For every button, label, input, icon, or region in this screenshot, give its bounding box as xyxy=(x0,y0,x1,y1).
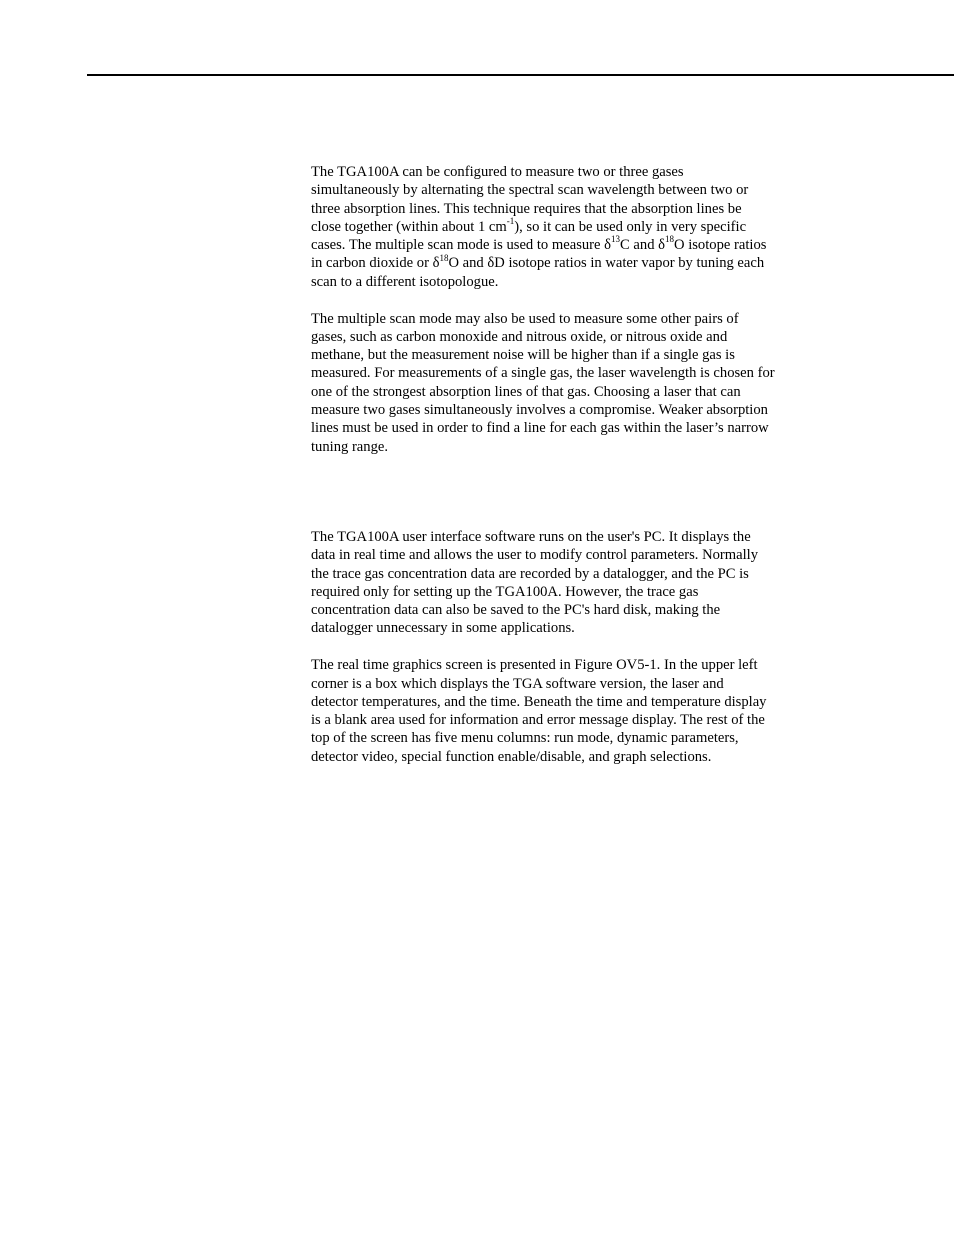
text-line xyxy=(311,218,811,236)
text-line: corner is a box which displays the TGA software version, the laser and xyxy=(311,675,724,692)
text-line: is a blank area used for information and error message display. The rest of the xyxy=(311,712,765,729)
text-line: detector temperatures, and the time. Beneath the time and temperature display xyxy=(311,693,767,710)
text-run: C and δ xyxy=(620,237,666,254)
text-line: The TGA100A can be configured to measure two or three gases xyxy=(311,164,684,180)
text-line: three absorption lines. This technique requires that the absorption lines be xyxy=(311,200,742,217)
body-text xyxy=(311,163,811,766)
text-line: measured. For measurements of a single gas, the laser wavelength is chosen for xyxy=(311,365,775,382)
text-line: data in real time and allows the user to modify control parameters. Normally xyxy=(311,547,758,564)
text-line: required only for setting up the TGA100A. However, the trace gas xyxy=(311,583,699,600)
text-run: O and δD isotope ratios in water vapor by tuning each xyxy=(448,255,765,272)
text-run: O isotope ratios xyxy=(674,237,767,254)
paragraph-graphics-screen xyxy=(311,656,811,766)
text-run: in carbon dioxide or δ xyxy=(311,255,440,272)
paragraph-multiple-gases xyxy=(311,163,811,291)
text-line: The multiple scan mode may also be used to measure some other pairs of xyxy=(311,310,739,327)
text-line: detector video, special function enable/disable, and graph selections. xyxy=(311,748,712,765)
text-run: close together (within about 1 cm xyxy=(311,218,507,235)
text-line: measure two gases simultaneously involves a compromise. Weaker absorption xyxy=(311,402,768,419)
text-run: ), so it can be used only in very specific xyxy=(514,218,747,235)
text-line: The real time graphics screen is presented in Figure OV5-1. In the upper left xyxy=(311,657,758,674)
text-line: one of the strongest absorption lines of that gas. Choosing a laser that can xyxy=(311,383,741,400)
superscript: 18 xyxy=(665,234,675,245)
superscript: 18 xyxy=(439,252,449,263)
text-line: the trace gas concentration data are recorded by a datalogger, and the PC is xyxy=(311,565,749,582)
superscript: 13 xyxy=(611,234,621,245)
text-line: gases, such as carbon monoxide and nitrous oxide, or nitrous oxide and xyxy=(311,328,728,345)
paragraph-other-gas-pairs xyxy=(311,310,811,456)
text-line xyxy=(311,236,811,254)
paragraph-user-interface xyxy=(311,528,811,638)
header-rule xyxy=(87,74,954,76)
text-line: methane, but the measurement noise will be higher than if a single gas is xyxy=(311,347,735,364)
text-line xyxy=(311,254,811,272)
text-line: datalogger unnecessary in some applications. xyxy=(311,620,575,637)
text-line: scan to a different isotopologue. xyxy=(311,273,499,290)
text-line: lines must be used in order to find a line for each gas within the laser’s narrow xyxy=(311,420,769,437)
text-line: top of the screen has five menu columns: run mode, dynamic parameters, xyxy=(311,730,739,747)
text-run: cases. The multiple scan mode is used to measure δ xyxy=(311,237,612,254)
text-line: tuning range. xyxy=(311,438,389,455)
text-line: concentration data can also be saved to the PC's hard disk, making the xyxy=(311,602,721,619)
superscript: -1 xyxy=(506,216,515,227)
text-line: The TGA100A user interface software runs on the user's PC. It displays the xyxy=(311,528,751,545)
text-line: simultaneously by alternating the spectral scan wavelength between two or xyxy=(311,182,749,199)
